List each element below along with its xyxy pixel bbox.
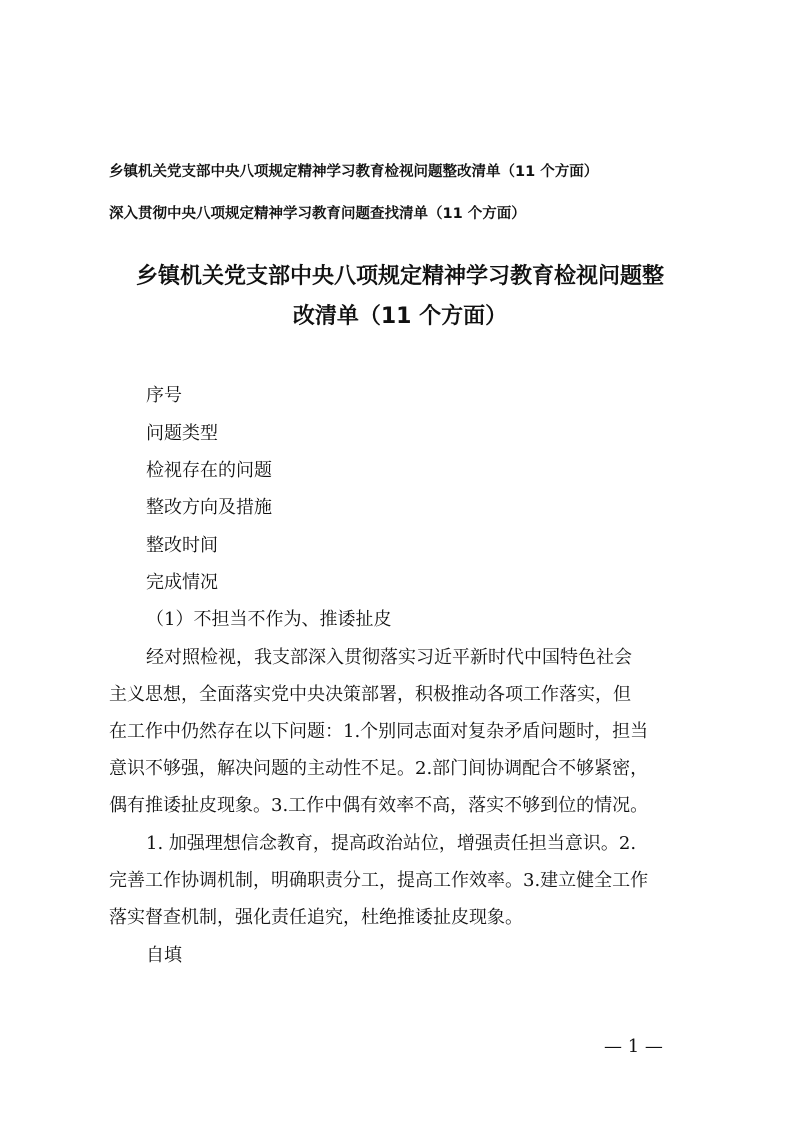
header-measures: 整改方向及措施: [146, 497, 272, 518]
header-completion-status: 完成情况: [146, 572, 218, 593]
header-problems-found: 检视存在的问题: [146, 460, 272, 481]
document-title-line-2: 改清单（11 个方面）: [292, 304, 508, 329]
item-problem-type: （1）不担当不作为、推诿扯皮: [146, 609, 392, 630]
page-number: — 1 —: [604, 1036, 663, 1057]
header-problem-type: 问题类型: [146, 423, 218, 444]
problem-text-line: 经对照检视，我支部深入贯彻落实习近平新时代中国特色社会: [146, 647, 632, 668]
header-serial-number: 序号: [146, 385, 182, 406]
measure-text-line: 1. 加强理想信念教育，提高政治站位，增强责任担当意识。2.: [146, 833, 637, 854]
problem-text-line: 在工作中仍然存在以下问题：1.个别同志面对复杂矛盾问题时，担当: [109, 721, 649, 742]
toc-entry-1: 乡镇机关党支部中央八项规定精神学习教育检视问题整改清单（11 个方面）: [109, 164, 599, 180]
header-rectification-time: 整改时间: [146, 535, 218, 556]
problem-text-line: 主义思想，全面落实党中央决策部署，积极推动各项工作落实，但: [109, 684, 631, 705]
measure-text-line: 落实督查机制，强化责任追究，杜绝推诿扯皮现象。: [109, 907, 523, 928]
rectification-time-value: 自填: [146, 945, 182, 966]
toc-entry-2: 深入贯彻中央八项规定精神学习教育问题查找清单（11 个方面）: [109, 206, 526, 222]
document-title-line-1: 乡镇机关党支部中央八项规定精神学习教育检视问题整: [135, 264, 664, 289]
measure-text-line: 完善工作协调机制，明确职责分工，提高工作效率。3.建立健全工作: [109, 870, 649, 891]
problem-text-line: 意识不够强，解决问题的主动性不足。2.部门间协调配合不够紧密，: [109, 758, 649, 779]
problem-text-line: 偶有推诿扯皮现象。3.工作中偶有效率不高，落实不够到位的情况。: [109, 795, 649, 816]
